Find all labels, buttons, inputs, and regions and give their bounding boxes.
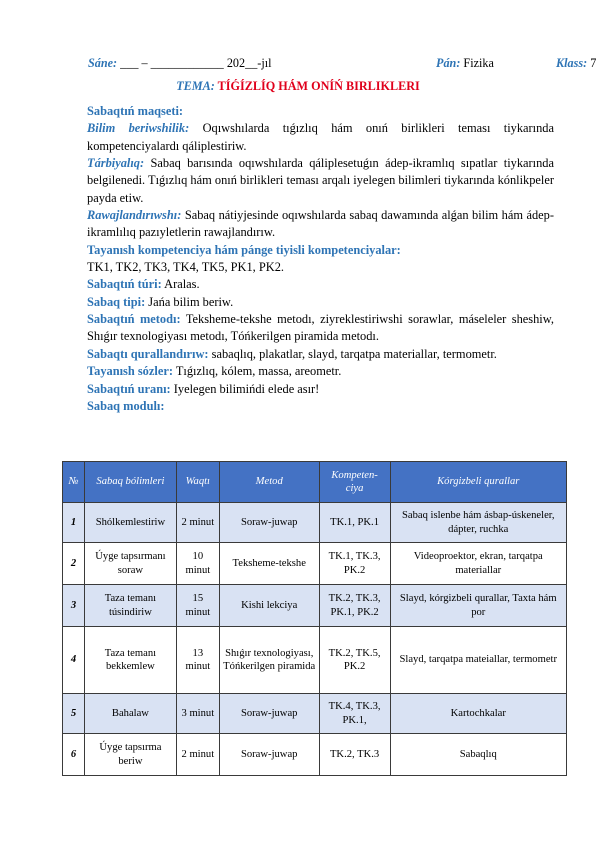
row-competency: TK.2, TK.5, PK.2 xyxy=(319,627,390,694)
table-row xyxy=(63,627,567,694)
topic-label: TEMA: xyxy=(176,79,215,93)
row-tools: Slayd, tarqatpa mateiallar, termometr xyxy=(390,627,566,694)
key-words xyxy=(87,363,554,380)
row-time: 13 minut xyxy=(176,627,219,694)
class-label: Klass: xyxy=(556,56,588,70)
row-number: 4 xyxy=(63,627,85,694)
row-method: Shıǵır texnologiyası, Tóńkerilgen piramida xyxy=(219,627,319,694)
row-tools: Kartochkalar xyxy=(390,694,566,734)
row-part: Taza temanı bekkemlew xyxy=(84,627,176,694)
row-time: 2 minut xyxy=(176,734,219,776)
table-row xyxy=(63,585,567,627)
competency-list: TK1, TK2, TK3, TK4, TK5, PK1, PK2. xyxy=(87,260,285,275)
row-time: 2 minut xyxy=(176,503,219,543)
class-value: 7 xyxy=(587,56,596,70)
col-header-part: Sabaq bólimleri xyxy=(84,462,176,503)
lesson-method-text: Teksheme-tekshe metodı, ziyreklestiriwshi sorawlar, máseleler sheshiw, Shıǵır texnologiyası metodı, Tóńkerilgen piramida metodı. xyxy=(87,312,554,344)
edu-label: Bilim beriwshilik: xyxy=(87,121,190,136)
row-time: 3 minut xyxy=(176,694,219,734)
row-method: Soraw-juwap xyxy=(219,503,319,543)
row-part: Taza temanı túsindiriw xyxy=(84,585,176,627)
table-row xyxy=(63,503,567,543)
col-header-competency: Kompeten-ciya xyxy=(319,462,390,503)
row-method: Soraw-juwap xyxy=(219,694,319,734)
lesson-motto-text: Iyelegen bilimińdi elede asır! xyxy=(170,381,320,396)
row-number: 1 xyxy=(63,503,85,543)
row-part: Bahalaw xyxy=(84,694,176,734)
row-tools: Sabaqlıq xyxy=(390,734,566,776)
lesson-motto-label: Sabaqtıń uranı: xyxy=(87,381,171,396)
development-text: Sabaq nátiyjesinde oqıwshılarda sabaq dawamında alǵan bilim hám ádep-ikramlılıq pazıyletlerin rawajlandırıw. xyxy=(87,208,554,240)
development-goal xyxy=(87,207,554,242)
subject-block xyxy=(436,55,494,71)
date-label: Sáne: xyxy=(88,56,118,70)
lesson-equipment-text: sabaqlıq, plakatlar, slayd, tarqatpa materiallar, termometr. xyxy=(208,346,497,361)
topic-title xyxy=(0,78,596,94)
date-block xyxy=(88,56,272,70)
row-tools: Sabaq islenbe hám ásbap-úskeneler, dápter, ruchka xyxy=(390,503,566,543)
row-time: 10 minut xyxy=(176,543,219,585)
lesson-body xyxy=(87,103,554,415)
row-part: Úyge tapsırmanı soraw xyxy=(84,543,176,585)
lesson-module-table xyxy=(62,461,567,776)
lesson-kind-label: Sabaq tipi: xyxy=(87,294,146,309)
lesson-equipment xyxy=(87,346,554,363)
lesson-kind xyxy=(87,294,554,311)
upbringing-goal xyxy=(87,155,554,207)
row-method: Soraw-juwap xyxy=(219,734,319,776)
lesson-motto xyxy=(87,381,554,398)
row-competency: TK.2, TK.3 xyxy=(319,734,390,776)
row-number: 6 xyxy=(63,734,85,776)
table-row xyxy=(63,734,567,776)
row-tools: Videoproektor, ekran, tarqatpa materiallar xyxy=(390,543,566,585)
row-competency: TK.1, PK.1 xyxy=(319,503,390,543)
col-header-number: № xyxy=(63,462,85,503)
competency-heading: Tayanısh kompetenciya hám pánge tiyisli kompetenciyalar: xyxy=(87,242,401,257)
key-words-label: Tayanısh sózler: xyxy=(87,364,173,379)
row-part: Shólkemlestiriw xyxy=(84,503,176,543)
table-row xyxy=(63,694,567,734)
row-tools: Slayd, kórgizbeli qurallar, Taxta hám por xyxy=(390,585,566,627)
upbringing-label: Tárbiyalıq: xyxy=(87,156,145,171)
upbringing-text: Sabaq barısında oqıwshılarda qáliplesetuǵın ádep-ikramlıq sıpatlar tiykarında belgilenedi. Tıǵızlıq hám onıń birlikleri teması arqalı iyelegen bilimleri tiykarında kónlikpeler payda etiw. xyxy=(87,156,554,205)
lesson-method-label: Sabaqtıń metodı: xyxy=(87,312,181,327)
col-header-tools: Kórgizbeli qurallar xyxy=(390,462,566,503)
lesson-type-label: Sabaqtıń túri: xyxy=(87,277,162,292)
table-header-row xyxy=(63,462,567,503)
lesson-kind-text: Jańa bilim beriw. xyxy=(145,294,234,309)
col-header-time: Waqtı xyxy=(176,462,219,503)
date-value: ___ – ____________ 202__-jıl xyxy=(117,56,272,70)
row-number: 5 xyxy=(63,694,85,734)
edu-text: Oqıwshılarda tıǵızlıq hám onıń birlikleri teması tiykarında kompetenciyalardı qáliplestiriw. xyxy=(87,121,554,153)
module-heading: Sabaq modulı: xyxy=(87,398,165,413)
class-block xyxy=(556,55,596,71)
row-method: Teksheme-tekshe xyxy=(219,543,319,585)
row-number: 2 xyxy=(63,543,85,585)
row-part: Úyge tapsırma beriw xyxy=(84,734,176,776)
lesson-type xyxy=(87,276,554,293)
subject-value: Fizika xyxy=(460,56,494,70)
table-row xyxy=(63,543,567,585)
row-competency: TK.1, TK.3, PK.2 xyxy=(319,543,390,585)
goals-heading: Sabaqtıń maqseti: xyxy=(87,104,184,118)
row-number: 3 xyxy=(63,585,85,627)
key-words-text: Tıǵızlıq, kólem, massa, areometr. xyxy=(172,364,342,379)
subject-label: Pán: xyxy=(436,56,461,70)
header-line xyxy=(88,55,596,71)
edu-goal xyxy=(87,120,554,155)
development-label: Rawajlandırıwshı: xyxy=(87,208,182,223)
lesson-method xyxy=(87,311,554,346)
lesson-type-text: Aralas. xyxy=(161,277,200,292)
row-method: Kishi lekciya xyxy=(219,585,319,627)
row-competency: TK.4, TK.3, PK.1, xyxy=(319,694,390,734)
col-header-method: Metod xyxy=(219,462,319,503)
topic-text: TÍǴÍZLÍQ HÁM ONÍŃ BIRLIKLERI xyxy=(214,79,420,93)
row-time: 15 minut xyxy=(176,585,219,627)
row-competency: TK.2, TK.3, PK.1, PK.2 xyxy=(319,585,390,627)
lesson-equipment-label: Sabaqtı qurallandırıw: xyxy=(87,346,209,361)
